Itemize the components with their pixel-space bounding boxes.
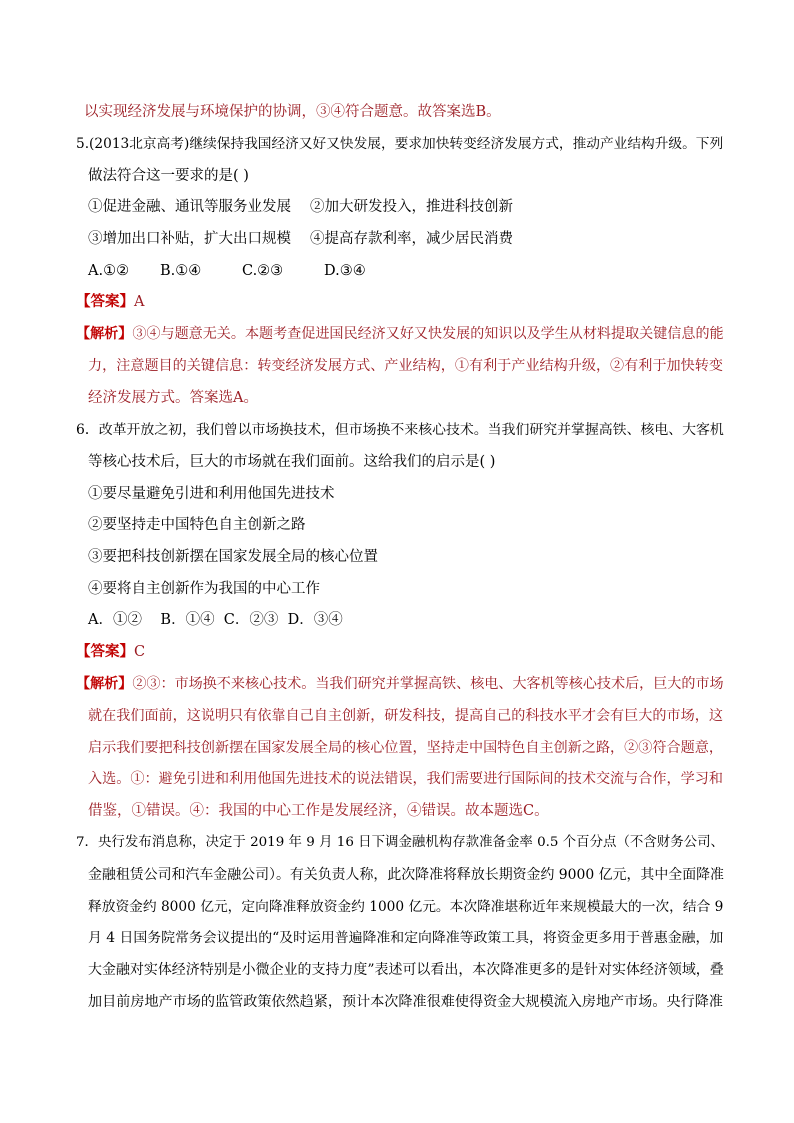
q5-option-4: ④提高存款利率，减少居民消费 — [310, 231, 513, 247]
q5-option-1: ①促进金融、通讯等服务业发展 — [88, 199, 291, 215]
q7-line-2: 金融租赁公司和汽车金融公司）。有关负责人称，此次降准将释放长期资金约 9000 亿元，其中全面降准 — [88, 867, 724, 883]
q6-option-3: ③要把科技创新摆在国家发展全局的核心位置 — [88, 549, 378, 565]
analysis-text: ③④与题意无关。本题考查促进国民经济又好又快发展的知识以及学生从材料提取关键信息的能 — [132, 326, 724, 342]
q6-analysis-line-1 — [76, 674, 724, 694]
q5-option-3: ③增加出口补贴，扩大出口规模 — [88, 231, 291, 247]
q5-analysis-line-2: 力，注意题目的关键信息：转变经济发展方式、产业结构，①有利于产业结构升级，②有利于加快转变 — [88, 358, 723, 374]
q7-line-3: 释放资金约 8000 亿元，定向降准释放资金约 1000 亿元。本次降准堪称近年来规模最大的一次，结合 9 — [88, 899, 724, 915]
analysis-label: 【解析】 — [76, 326, 133, 342]
q6-analysis-line-2: 就在我们面前，这说明只有依靠自己自主创新，研发科技，提高自己的科技水平才会有巨大的市场，这 — [88, 708, 723, 724]
analysis-text: ②③：市场换不来核心技术。当我们研究并掌握高铁、核电、大客机等核心技术后，巨大的市场 — [132, 676, 724, 692]
q5-choice-b: B.①④ — [160, 263, 202, 279]
q6-analysis-line-4: 入选。①：避免引进和利用他国先进技术的说法错误，我们需要进行国际间的技术交流与合作，学习和 — [88, 771, 723, 787]
q5-choice-d: D.③④ — [324, 263, 366, 279]
q6-analysis-line-5: 借鉴，①错误。④：我国的中心工作是发展经济，④错误。故本题选C。 — [88, 803, 549, 819]
answer-value: A — [134, 294, 145, 310]
q5-analysis-line-1 — [76, 324, 724, 344]
q6-analysis-line-3: 启示我们要把科技创新摆在国家发展全局的核心位置，坚持走中国特色自主创新之路，②③符合题意， — [88, 740, 723, 756]
q5-answer — [76, 292, 144, 312]
q6-choices: A．①② B．①④ C．②③ D．③④ — [88, 612, 343, 628]
q5-option-2: ②加大研发投入，推进科技创新 — [310, 199, 513, 215]
answer-label: 【答案】 — [76, 293, 134, 310]
answer-label: 【答案】 — [76, 643, 134, 660]
q5-choice-a: A.①② — [88, 263, 130, 279]
q6-option-1: ①要尽量避免引进和利用他国先进技术 — [88, 486, 335, 502]
answer-value: C — [134, 644, 146, 660]
q6-stem-line-2: 等核心技术后，巨大的市场就在我们面前。这给我们的启示是( ) — [88, 454, 496, 470]
q6-answer — [76, 642, 145, 662]
q7-line-5: 大金融对实体经济特别是小微企业的支持力度”表述可以看出，本次降准更多的是针对实体经济领域，叠 — [88, 962, 724, 978]
q5-analysis-line-3: 经济发展方式。答案选A。 — [88, 390, 258, 406]
analysis-label: 【解析】 — [76, 676, 133, 692]
q5-stem-line-1: 5.(2013北京高考)继续保持我国经济又好又快发展，要求加快转变经济发展方式，推动产业结构升级。下列 — [76, 136, 724, 152]
q6-option-2: ②要坚持走中国特色自主创新之路 — [88, 517, 306, 533]
q5-choice-c: C.②③ — [242, 263, 284, 279]
q7-line-6: 加目前房地产市场的监管政策依然趋紧，预计本次降准很难使得资金大规模流入房地产市场。央行降准 — [88, 994, 723, 1010]
q6-option-4: ④要将自主创新作为我国的中心工作 — [88, 581, 320, 597]
q5-stem-line-2: 做法符合这一要求的是( ) — [88, 168, 249, 184]
q6-stem-line-1: 6．改革开放之初，我们曾以市场换技术，但市场换不来核心技术。当我们研究并掌握高铁、核电、大客机 — [76, 422, 724, 438]
q7-line-1: 7．央行发布消息称，决定于 2019 年 9 月 16 日下调金融机构存款准备金率 0.5 个百分点（不含财务公司、 — [76, 835, 724, 850]
q7-line-4: 月 4 日国务院常务会议提出的“及时运用普遍降准和定向降准等政策工具，将资金更多用于普惠金融，加 — [88, 930, 724, 946]
previous-analysis-tail: 以实现经济发展与环境保护的协调，③④符合题意。故答案选B。 — [84, 104, 501, 120]
